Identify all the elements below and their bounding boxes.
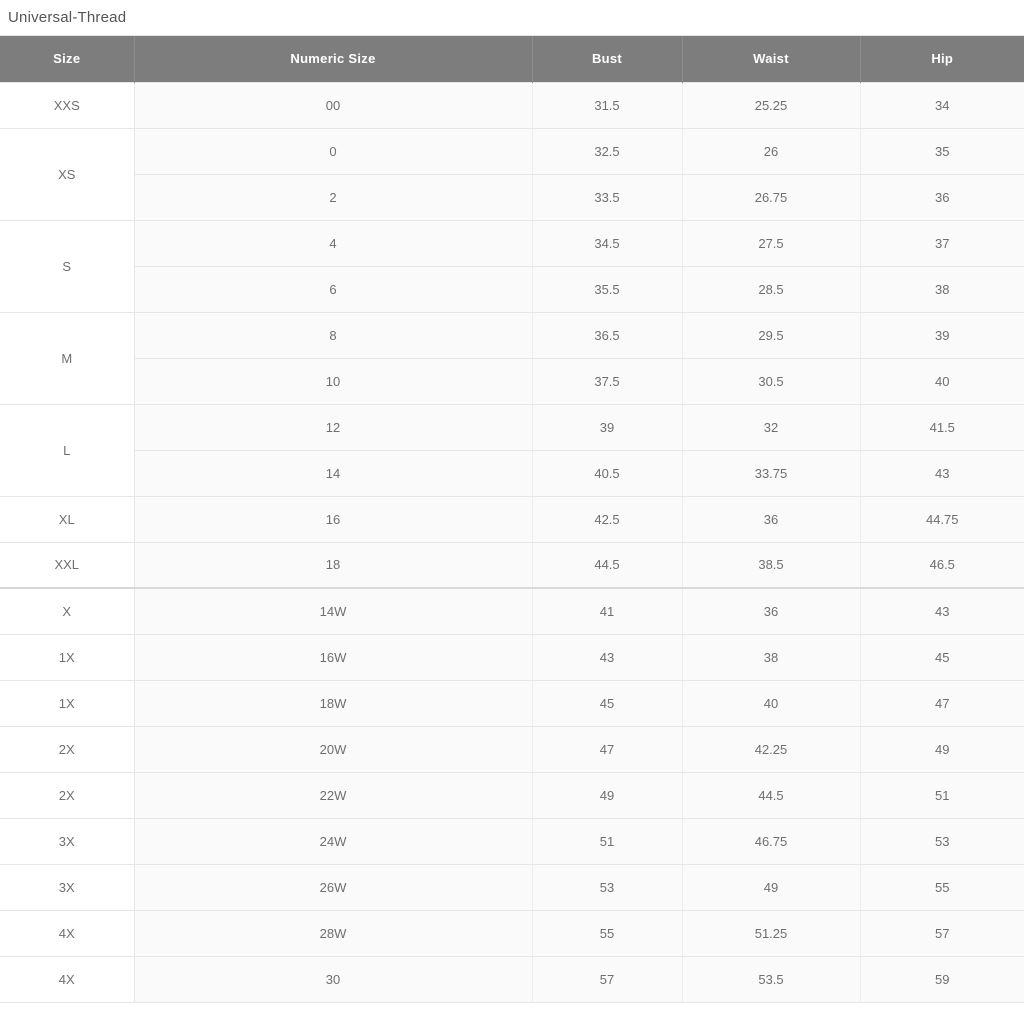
cell-numeric-size: 4 <box>134 220 532 266</box>
table-row <box>0 496 1024 542</box>
table-row <box>0 818 1024 864</box>
cell-size: 4X <box>0 956 134 1002</box>
table-row <box>0 128 1024 174</box>
cell-waist: 42.25 <box>682 726 860 772</box>
cell-size: 3X <box>0 818 134 864</box>
table-row <box>0 634 1024 680</box>
cell-bust: 53 <box>532 864 682 910</box>
cell-bust: 49 <box>532 772 682 818</box>
cell-waist: 53.5 <box>682 956 860 1002</box>
cell-numeric-size: 24W <box>134 818 532 864</box>
cell-bust: 37.5 <box>532 358 682 404</box>
column-header-numeric-size: Numeric Size <box>134 36 532 82</box>
cell-waist: 26 <box>682 128 860 174</box>
cell-numeric-size: 14 <box>134 450 532 496</box>
cell-hip: 43 <box>860 450 1024 496</box>
cell-hip: 45 <box>860 634 1024 680</box>
cell-hip: 38 <box>860 266 1024 312</box>
cell-waist: 51.25 <box>682 910 860 956</box>
cell-numeric-size: 0 <box>134 128 532 174</box>
cell-size: 4X <box>0 910 134 956</box>
table-row <box>0 542 1024 588</box>
cell-hip: 34 <box>860 82 1024 128</box>
brand-title: Universal-Thread <box>8 9 127 26</box>
cell-numeric-size: 18W <box>134 680 532 726</box>
cell-waist: 38 <box>682 634 860 680</box>
cell-numeric-size: 00 <box>134 82 532 128</box>
cell-numeric-size: 8 <box>134 312 532 358</box>
cell-numeric-size: 6 <box>134 266 532 312</box>
table-row <box>0 404 1024 450</box>
cell-hip: 51 <box>860 772 1024 818</box>
table-row <box>0 220 1024 266</box>
table-header <box>0 36 1024 82</box>
cell-bust: 39 <box>532 404 682 450</box>
table-row <box>0 174 1024 220</box>
cell-bust: 40.5 <box>532 450 682 496</box>
cell-waist: 36 <box>682 496 860 542</box>
cell-bust: 36.5 <box>532 312 682 358</box>
cell-hip: 53 <box>860 818 1024 864</box>
cell-numeric-size: 16 <box>134 496 532 542</box>
cell-waist: 40 <box>682 680 860 726</box>
cell-hip: 46.5 <box>860 542 1024 588</box>
column-header-size: Size <box>0 36 134 82</box>
cell-hip: 41.5 <box>860 404 1024 450</box>
cell-waist: 46.75 <box>682 818 860 864</box>
cell-hip: 47 <box>860 680 1024 726</box>
brand-bar <box>0 0 1024 36</box>
cell-numeric-size: 28W <box>134 910 532 956</box>
cell-hip: 36 <box>860 174 1024 220</box>
cell-bust: 35.5 <box>532 266 682 312</box>
cell-bust: 51 <box>532 818 682 864</box>
cell-size: L <box>0 404 134 496</box>
cell-size: 2X <box>0 726 134 772</box>
cell-bust: 57 <box>532 956 682 1002</box>
cell-waist: 33.75 <box>682 450 860 496</box>
cell-bust: 42.5 <box>532 496 682 542</box>
cell-numeric-size: 16W <box>134 634 532 680</box>
cell-hip: 44.75 <box>860 496 1024 542</box>
table-row <box>0 266 1024 312</box>
cell-size: XL <box>0 496 134 542</box>
cell-waist: 29.5 <box>682 312 860 358</box>
cell-size: M <box>0 312 134 404</box>
column-header-hip: Hip <box>860 36 1024 82</box>
table-row <box>0 864 1024 910</box>
cell-bust: 43 <box>532 634 682 680</box>
table-row <box>0 588 1024 634</box>
cell-bust: 32.5 <box>532 128 682 174</box>
cell-numeric-size: 22W <box>134 772 532 818</box>
size-chart-table <box>0 36 1024 1003</box>
cell-numeric-size: 14W <box>134 588 532 634</box>
table-row <box>0 772 1024 818</box>
cell-size: S <box>0 220 134 312</box>
cell-bust: 45 <box>532 680 682 726</box>
cell-waist: 27.5 <box>682 220 860 266</box>
cell-hip: 43 <box>860 588 1024 634</box>
cell-waist: 26.75 <box>682 174 860 220</box>
cell-waist: 32 <box>682 404 860 450</box>
cell-waist: 30.5 <box>682 358 860 404</box>
cell-numeric-size: 26W <box>134 864 532 910</box>
table-row <box>0 312 1024 358</box>
cell-hip: 57 <box>860 910 1024 956</box>
cell-waist: 38.5 <box>682 542 860 588</box>
cell-size: XXS <box>0 82 134 128</box>
cell-numeric-size: 20W <box>134 726 532 772</box>
cell-numeric-size: 12 <box>134 404 532 450</box>
cell-bust: 47 <box>532 726 682 772</box>
cell-bust: 41 <box>532 588 682 634</box>
cell-bust: 44.5 <box>532 542 682 588</box>
cell-size: 3X <box>0 864 134 910</box>
table-row <box>0 82 1024 128</box>
cell-hip: 55 <box>860 864 1024 910</box>
cell-numeric-size: 18 <box>134 542 532 588</box>
column-header-waist: Waist <box>682 36 860 82</box>
cell-bust: 55 <box>532 910 682 956</box>
cell-hip: 35 <box>860 128 1024 174</box>
table-header-row <box>0 36 1024 82</box>
column-header-bust: Bust <box>532 36 682 82</box>
cell-size: 1X <box>0 680 134 726</box>
cell-size: 2X <box>0 772 134 818</box>
cell-hip: 39 <box>860 312 1024 358</box>
cell-waist: 25.25 <box>682 82 860 128</box>
cell-bust: 33.5 <box>532 174 682 220</box>
table-row <box>0 358 1024 404</box>
cell-waist: 36 <box>682 588 860 634</box>
cell-hip: 59 <box>860 956 1024 1002</box>
cell-hip: 40 <box>860 358 1024 404</box>
table-row <box>0 450 1024 496</box>
cell-size: 1X <box>0 634 134 680</box>
table-row <box>0 680 1024 726</box>
cell-numeric-size: 2 <box>134 174 532 220</box>
cell-hip: 37 <box>860 220 1024 266</box>
cell-numeric-size: 30 <box>134 956 532 1002</box>
cell-hip: 49 <box>860 726 1024 772</box>
table-body <box>0 82 1024 1002</box>
cell-size: XS <box>0 128 134 220</box>
cell-numeric-size: 10 <box>134 358 532 404</box>
cell-size: X <box>0 588 134 634</box>
table-row <box>0 726 1024 772</box>
cell-size: XXL <box>0 542 134 588</box>
table-row <box>0 956 1024 1002</box>
cell-waist: 28.5 <box>682 266 860 312</box>
table-row <box>0 910 1024 956</box>
cell-waist: 44.5 <box>682 772 860 818</box>
cell-bust: 34.5 <box>532 220 682 266</box>
cell-waist: 49 <box>682 864 860 910</box>
cell-bust: 31.5 <box>532 82 682 128</box>
